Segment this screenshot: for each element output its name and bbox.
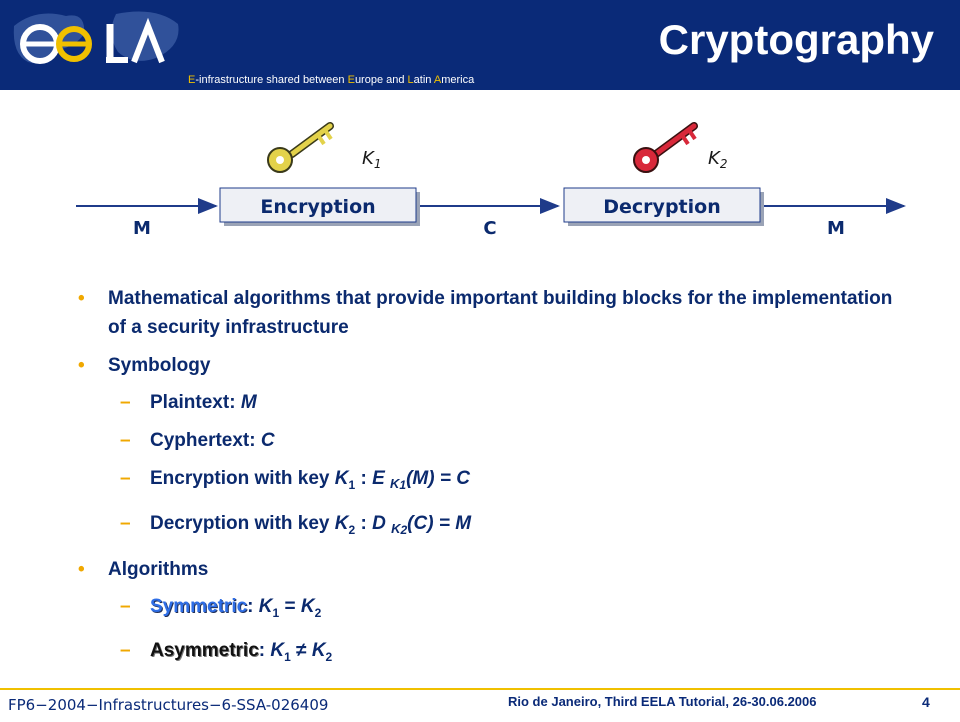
slide-content [78,284,898,685]
sub-decryption: – Decryption with key $K_2$ : D $_{K2}$(C) = M [120,512,472,537]
sub-asymmetric: – Asymmetric: $K_1 \ne K_2$ [120,640,333,665]
bullet-symbology: • Symbology [78,351,898,380]
bullet-algorithms: • Algorithms [78,555,898,584]
header-tagline: E-infrastructure shared between Europe and Latin America [188,74,475,86]
label-m-left: M [133,218,151,239]
footer-event: Rio de Janeiro, Third EELA Tutorial, 26-30.06.2006 [508,694,817,709]
crypto-flow-diagram [0,118,960,248]
sub-encryption: – Encryption with key $K_1$ : E $_{K1}$(M) = C [120,468,470,492]
sub-cyphertext: – Cyphertext: C [120,430,275,451]
key2-icon [634,126,695,172]
footer-project-id: FP6−2004−Infrastructures−6-SSA-026409 [8,696,329,714]
bullet-dot: • [78,558,85,580]
key2-label: $K_2$ [708,148,728,171]
label-c-middle: C [483,218,497,239]
key1-label: $K_1$ [362,148,382,171]
decryption-label: Decryption [603,196,721,218]
encryption-label: Encryption [260,196,376,218]
eela-logo-icon [6,6,186,76]
bullet-description: • Mathematical algorithms that provide important building blocks for the implementation of a security infrastructure [78,284,898,342]
bullet-dot: • [78,355,85,376]
label-m-right: M [827,218,845,239]
sub-symmetric: – Symmetric: $K_1 = K_2$ [120,595,322,620]
sub-plaintext: – Plaintext: M [120,392,257,413]
key1-icon [268,126,331,172]
slide-title: Cryptography [658,16,934,63]
bullet-dot: • [78,288,85,309]
page-number: 4 [922,694,930,710]
